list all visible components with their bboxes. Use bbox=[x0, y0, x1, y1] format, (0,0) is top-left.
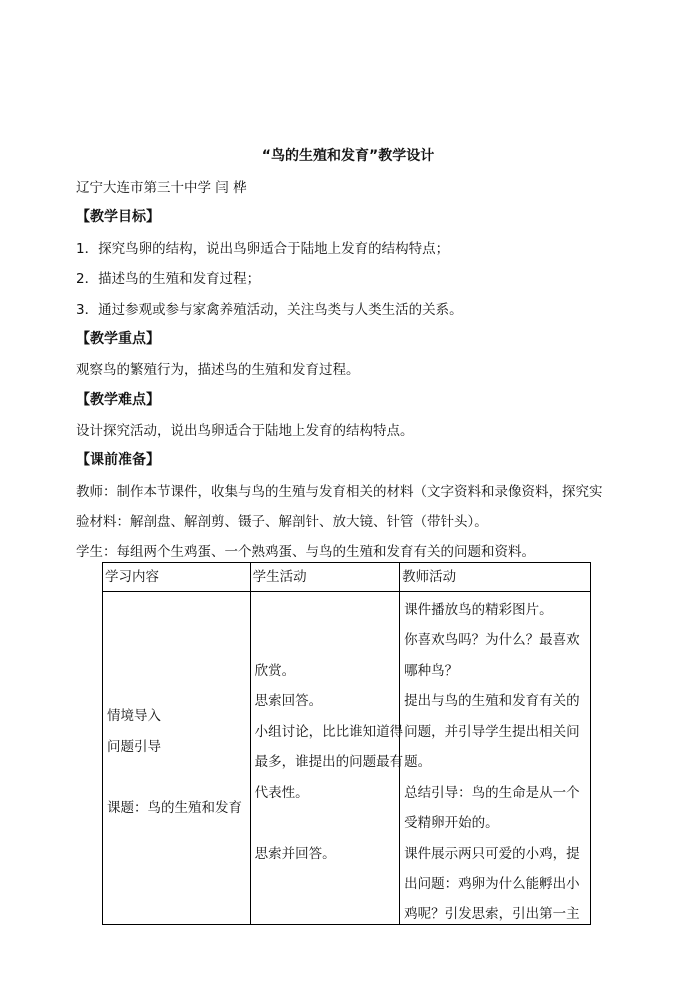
cell-text: 欣赏。 bbox=[254, 663, 296, 679]
cell-learning-content bbox=[103, 592, 251, 925]
goal-item: 2．描述鸟的生殖和发育过程； bbox=[76, 271, 261, 287]
cell-text: 哪种鸟？ bbox=[404, 663, 459, 679]
header-student-activity: 学生活动 bbox=[250, 563, 400, 592]
prep-teacher-line: 教师：制作本节课件，收集与鸟的生殖与发育相关的材料（文字资料和录像资料，探究实 bbox=[76, 484, 603, 500]
key-heading: 【教学重点】 bbox=[76, 331, 160, 347]
cell-text: 代表性。 bbox=[254, 785, 309, 801]
table-row bbox=[103, 592, 591, 925]
prep-teacher-line: 验材料：解剖盘、解剖剪、镊子、解剖针、放大镜、针管（带针头）。 bbox=[76, 514, 488, 530]
key-text: 观察鸟的繁殖行为，描述鸟的生殖和发育过程。 bbox=[76, 362, 360, 378]
cell-text: 课题：鸟的生殖和发育 bbox=[107, 800, 242, 816]
cell-student-activity bbox=[250, 592, 404, 925]
cell-text: 题。 bbox=[404, 754, 432, 770]
cell-text: 出问题：鸡卵为什么能孵出小 bbox=[404, 876, 580, 892]
prep-heading: 【课前准备】 bbox=[76, 452, 160, 468]
prep-student-line: 学生：每组两个生鸡蛋、一个熟鸡蛋、与鸟的生殖和发育有关的问题和资料。 bbox=[76, 544, 535, 560]
cell-text: 情境导入 bbox=[107, 708, 161, 724]
cell-text: 总结引导：鸟的生命是从一个 bbox=[404, 785, 580, 801]
cell-text: 受精卵开始的。 bbox=[404, 815, 499, 831]
goal-item: 1．探究鸟卵的结构，说出鸟卵适合于陆地上发育的结构特点； bbox=[76, 241, 450, 257]
cell-text: 思索回答。 bbox=[254, 693, 323, 709]
table-header-row bbox=[103, 563, 591, 592]
document-title: “鸟的生殖和发育”教学设计 bbox=[261, 148, 435, 164]
lesson-table bbox=[102, 562, 591, 925]
cell-text: 小组讨论，比比谁知道得 bbox=[254, 724, 404, 740]
goal-item: 3．通过参观或参与家禽养殖活动，关注鸟类与人类生活的关系。 bbox=[76, 302, 463, 318]
cell-text: 提出与鸟的生殖和发育有关的 bbox=[404, 693, 580, 709]
difficulty-heading: 【教学难点】 bbox=[76, 392, 160, 408]
cell-text: 课件展示两只可爱的小鸡，提 bbox=[404, 846, 580, 862]
cell-text: 鸡呢？引发思索，引出第一主 bbox=[404, 906, 580, 922]
author-line: 辽宁大连市第三十中学 闫 桦 bbox=[76, 180, 247, 196]
header-teacher-activity: 教师活动 bbox=[400, 563, 591, 592]
header-learning-content: 学习内容 bbox=[103, 563, 251, 592]
difficulty-text: 设计探究活动，说出鸟卵适合于陆地上发育的结构特点。 bbox=[76, 423, 414, 439]
cell-text: 课件播放鸟的精彩图片。 bbox=[404, 602, 553, 618]
cell-text: 问题，并引导学生提出相关问 bbox=[404, 724, 580, 740]
cell-teacher-activity bbox=[400, 592, 591, 925]
goals-heading: 【教学目标】 bbox=[76, 209, 160, 225]
cell-text: 你喜欢鸟吗？为什么？最喜欢 bbox=[404, 632, 580, 648]
cell-text: 问题引导 bbox=[107, 739, 161, 755]
cell-text: 最多，谁提出的问题最有 bbox=[254, 754, 404, 770]
cell-text: 思索并回答。 bbox=[254, 846, 336, 862]
